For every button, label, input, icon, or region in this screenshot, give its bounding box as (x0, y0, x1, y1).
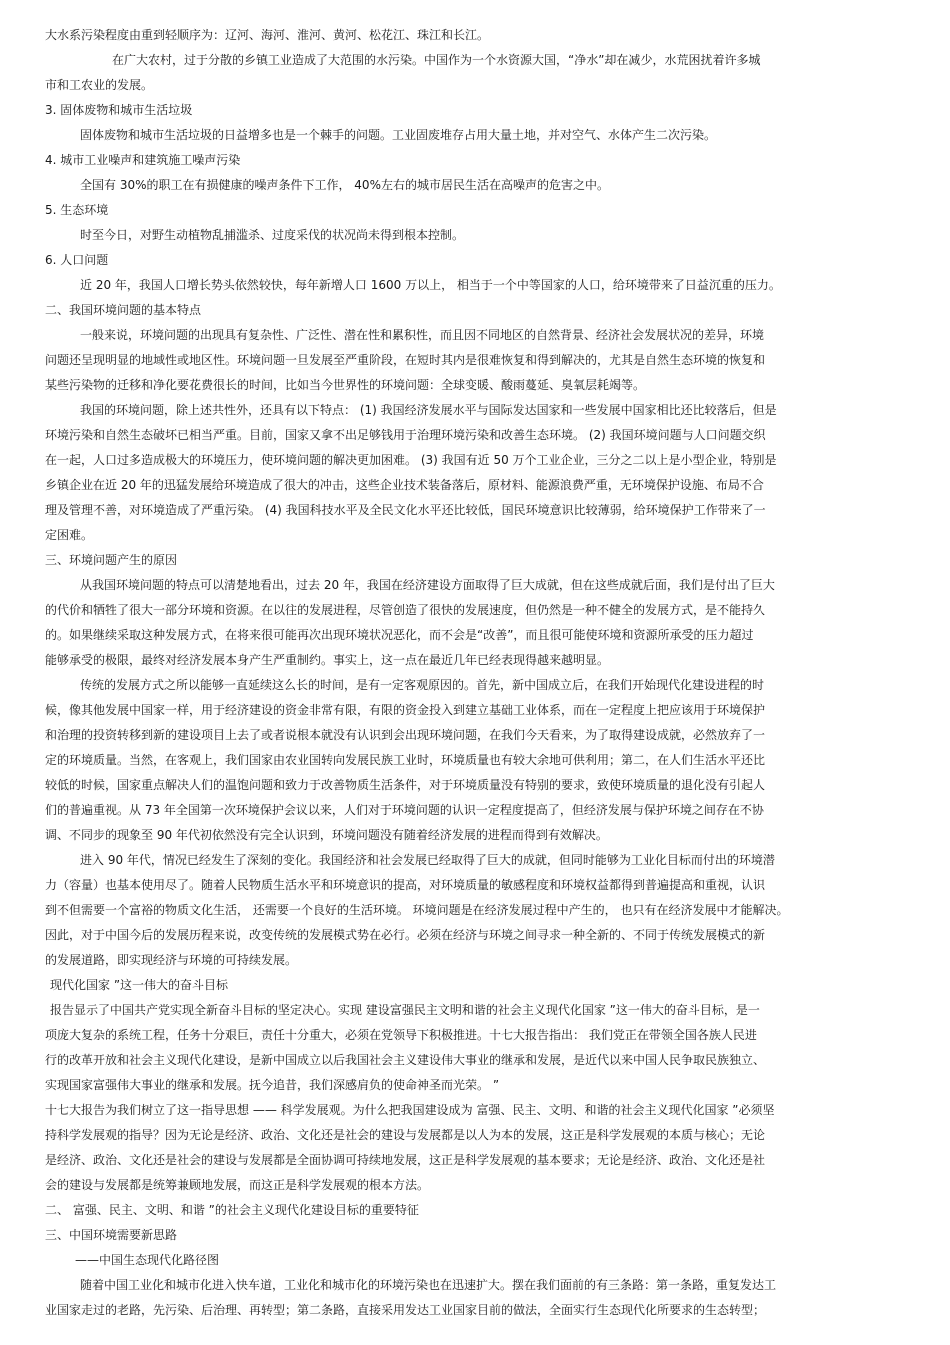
text-line: 候，像其他发展中国家一样，用于经济建设的资金非常有限，有限的资金投入到建立基础工业体系，而在一定程度上把应该用于环境保护 (45, 703, 766, 717)
text-line: 们的普遍重视。从 73 年全国第一次环境保护会议以来，人们对于环境问题的认识一定程度提高了，但经济发展与保护环境之间存在不协 (45, 803, 764, 817)
text-line: 时至今日，对野生动植物乱捕滥杀、过度采伐的状况尚未得到根本控制。 (80, 228, 465, 242)
text-line: 会的建设与发展都是统筹兼顾地发展，而这正是科学发展观的根本方法。 (45, 1178, 430, 1192)
text-line: 是经济、政治、文化还是社会的建设与发展都是全面协调可持续地发展，这正是科学发展观的基本要求；无论是经济、政治、文化还是社 (45, 1153, 766, 1167)
text-line: 在一起，人口过多造成极大的环境压力，使环境问题的解决更加困难。 (3) 我国有近 50 万个工业企业，三分之二以上是小型企业，特别是 (45, 453, 777, 467)
text-line: 全国有 30%的职工在有损健康的噪声条件下工作， 40%左右的城市居民生活在高噪声的危害之中。 (80, 178, 609, 192)
text-line: 近 20 年，我国人口增长势头依然较快，每年新增人口 1600 万以上， 相当于一个中等国家的人口，给环境带来了日益沉重的压力。 (80, 278, 781, 292)
subheading: ——中国生态现代化路径图 (75, 1253, 220, 1267)
text-line: 行的改革开放和社会主义现代化建设，是新中国成立以后我国社会主义建设伟大事业的继承和发展，是近代以来中国人民争取民族独立、 (45, 1053, 766, 1067)
text-line: 持科学发展观的指导？因为无论是经济、政治、文化还是社会的建设与发展都是以人为本的发展，这正是科学发展观的本质与核心；无论 (45, 1128, 766, 1142)
text-line: 十七大报告为我们树立了这一指导思想 —— 科学发展观。为什么把我国建设成为 富强、民主、文明、和谐的社会主义现代化国家 ”必须坚 (45, 1103, 775, 1117)
heading: 三、环境问题产生的原因 (45, 553, 178, 567)
text-line: 较低的时候，国家重点解决人们的温饱问题和致力于改善物质生活条件，对于环境质量没有特别的要求，致使环境质量的退化没有引起人 (45, 778, 766, 792)
text-line: 和治理的投资转移到新的建设项目上去了或者说根本就没有认识到会出现环境问题，在我们今天看来，为了取得建设成就，必然放弃了一 (45, 728, 766, 742)
heading: 现代化国家 ”这一伟大的奋斗目标 (50, 978, 229, 992)
text-line: 问题还呈现明显的地域性或地区性。环境问题一旦发展至严重阶段，在短时其内是很难恢复和得到解决的，尤其是自然生态环境的恢复和 (45, 353, 766, 367)
text-line: 能够承受的极限，最终对经济发展本身产生严重制约。事实上，这一点在最近几年已经表现得越来越明显。 (45, 653, 610, 667)
text-line: 业国家走过的老路，先污染、后治理、再转型；第二条路，直接采用发达工业国家目前的做法，全面实行生态现代化所要求的生态转型； (45, 1303, 766, 1317)
text-line: 一般来说，环境问题的出现具有复杂性、广泛性、潜在性和累积性，而且因不同地区的自然背景、经济社会发展状况的差异，环境 (80, 328, 765, 342)
heading: 三、中国环境需要新思路 (45, 1228, 178, 1242)
text-line: 在广大农村，过于分散的乡镇工业造成了大范围的水污染。中国作为一个水资源大国，“净水”却在减少，水荒困扰着许多城 (112, 53, 761, 67)
text-line: 的代价和牺牲了很大一部分环境和资源。在以往的发展进程，尽管创造了很快的发展速度，但仍然是一种不健全的发展方式，是不能持久 (45, 603, 766, 617)
heading: 二、 富强、民主、文明、和谐 ”的社会主义现代化建设目标的重要特征 (45, 1203, 419, 1217)
text-line: 环境污染和自然生态破坏已相当严重。目前，国家又拿不出足够钱用于治理环境污染和改善生态环境。 (2) 我国环境问题与人口问题交织 (45, 428, 766, 442)
text-line: 大水系污染程度由重到轻顺序为：辽河、海河、淮河、黄河、松花江、珠江和长江。 (45, 28, 490, 42)
text-line: 力（容量）也基本使用尽了。随着人民物质生活水平和环境意识的提高，对环境质量的敏感程度和环境权益都得到普遍提高和重视，认识 (45, 878, 766, 892)
text-line: 实现国家富强伟大事业的继承和发展。抚今追昔，我们深感肩负的使命神圣而光荣。 ” (45, 1078, 500, 1092)
text-line: 传统的发展方式之所以能够一直延续这么长的时间，是有一定客观原因的。首先，新中国成立后，在我们开始现代化建设进程的时 (80, 678, 765, 692)
text-line: 我国的环境问题，除上述共性外，还具有以下特点： (1) 我国经济发展水平与国际发达国家和一些发展中国家相比还比较落后，但是 (80, 403, 777, 417)
text-line: 到不但需要一个富裕的物质文化生活， 还需要一个良好的生活环境。 环境问题是在经济发展过程中产生的， 也只有在经济发展中才能解决。 (45, 903, 789, 917)
heading: 3. 固体废物和城市生活垃圾 (45, 103, 193, 117)
text-line: 固体废物和城市生活垃圾的日益增多也是一个棘手的问题。工业固废堆存占用大量土地，并对空气、水体产生二次污染。 (80, 128, 717, 142)
heading: 二、我国环境问题的基本特点 (45, 303, 202, 317)
text-line: 的。如果继续采取这种发展方式，在将来很可能再次出现环境状况恶化，而不会是“改善”，而且很可能使环境和资源所承受的压力超过 (45, 628, 754, 642)
text-line: 进入 90 年代，情况已经发生了深刻的变化。我国经济和社会发展已经取得了巨大的成就，但同时能够为工业化目标而付出的环境潜 (80, 853, 775, 867)
text-line: 某些污染物的迁移和净化要花费很长的时间，比如当今世界性的环境问题：全球变暖、酸雨蔓延、臭氧层耗竭等。 (45, 378, 646, 392)
text-line: 调、不同步的现象至 90 年代初依然没有完全认识到，环境问题没有随着经济发展的进程而得到有效解决。 (45, 828, 608, 842)
text-line: 项庞大复杂的系统工程，任务十分艰巨，责任十分重大，必须在党领导下积极推进。十七大报告指出： 我们党正在带领全国各族人民进 (45, 1028, 757, 1042)
text-line: 从我国环境问题的特点可以清楚地看出，过去 20 年，我国在经济建设方面取得了巨大成就，但在这些成就后面，我们是付出了巨大 (80, 578, 775, 592)
text-line: 的发展道路，即实现经济与环境的可持续发展。 (45, 953, 298, 967)
heading: 6. 人口问题 (45, 253, 109, 267)
text-line: 定的环境质量。当然，在客观上，我们国家由农业国转向发展民族工业时，环境质量也有较大余地可供利用；第二，在人们生活水平还比 (45, 753, 766, 767)
text-line: 报告显示了中国共产党实现全新奋斗目标的坚定决心。实现 建设富强民主文明和谐的社会主义现代化国家 ”这一伟大的奋斗目标，是一 (50, 1003, 760, 1017)
heading: 5. 生态环境 (45, 203, 109, 217)
text-line: 市和工农业的发展。 (45, 78, 154, 92)
text-line: 理及管理不善，对环境造成了严重污染。 (4) 我国科技水平及全民文化水平还比较低，国民环境意识比较薄弱，给环境保护工作带来了一 (45, 503, 766, 517)
heading: 4. 城市工业噪声和建筑施工噪声污染 (45, 153, 241, 167)
text-line: 乡镇企业在近 20 年的迅猛发展给环境造成了很大的冲击，这些企业技术装备落后，原材料、能源浪费严重，无环境保护设施、布局不合 (45, 478, 764, 492)
text-line: 随着中国工业化和城市化进入快车道，工业化和城市化的环境污染也在迅速扩大。摆在我们面前的有三条路：第一条路，重复发达工 (80, 1278, 777, 1292)
text-line: 因此，对于中国今后的发展历程来说，改变传统的发展模式势在必行。必须在经济与环境之间寻求一种全新的、不同于传统发展模式的新 (45, 928, 766, 942)
text-line: 定困难。 (45, 528, 94, 542)
